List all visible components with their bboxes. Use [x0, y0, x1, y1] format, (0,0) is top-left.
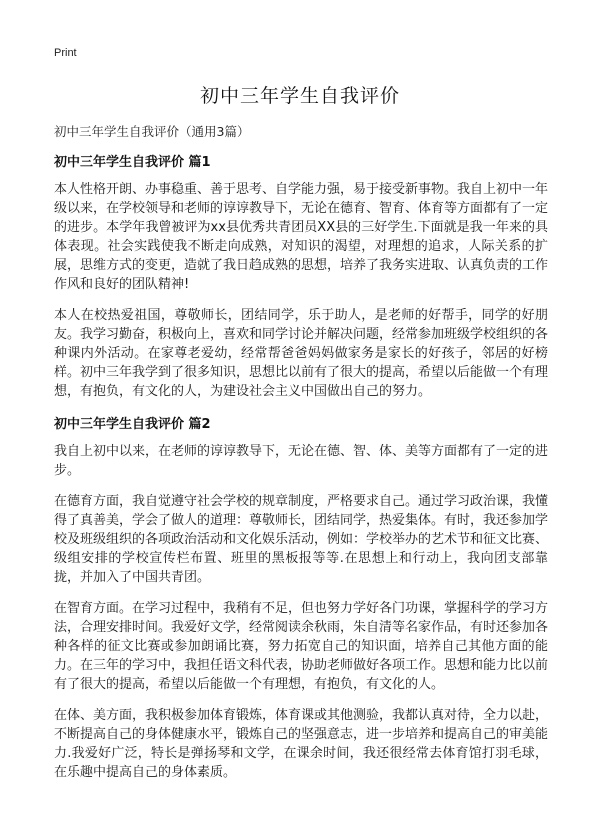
print-label[interactable]: Print [54, 47, 77, 59]
paragraph: 在体、美方面，我积极参加体育锻炼，体育课或其他测验，我都认真对待，全力以赴，不断提高自己的身体健康水平，锻炼自己的坚强意志，进一步培养和提高自己的审美能力.我爱好广泛，特长是弹扬琴和文学，在课余时间，我还很经常去体育馆打羽毛球，在乐趣中提高自己的身体素质。 [54, 708, 549, 780]
paragraph: 在智育方面。在学习过程中，我稍有不足，但也努力学好各门功课，掌握科学的学习方法，合理安排时间。我爱好文学，经常阅读余秋雨，朱自清等名家作品，有时还参加各种各样的征文比赛或参加朗诵比赛，努力拓宽自己的知识面，培养自己其他方面的能力。在三年的学习中，我担任语文科代表，协助老师做好各项工作。思想和能力比以前有了很大的提高，希望以后能做一个有理想，有抱负，有文化的人。 [54, 601, 549, 692]
section-1 [54, 151, 548, 401]
paragraph: 本人性格开朗、办事稳重、善于思考、自学能力强，易于接受新事物。我自上初中一年级以来，在学校领导和老师的谆谆教导下，无论在德育、智育、体育等方面都有了一定的进步。本学年我曾被评为xx县优秀共青团员XX县的三好学生.下面就是我一年来的具体表现。社会实践使我不断走向成熟，对知识的渴望，对理想的追求，人际关系的扩展，思维方式的变更，造就了我日趋成熟的思想，培养了我务实进取、认真负责的工作作风和良好的团队精神! [54, 182, 549, 292]
page-title: 初中三年学生自我评价 [199, 85, 400, 107]
section-2 [54, 413, 548, 782]
paragraph: 本人在校热爱祖国，尊敬师长，团结同学，乐于助人，是老师的好帮手，同学的好朋友。我学习勤奋，积极向上，喜欢和同学讨论并解决问题，经常参加班级学校组织的各种课内外活动。在家尊老爱幼，经常帮爸爸妈妈做家务是家长的好孩子，邻居的好榜样。初中三年我学到了很多知识，思想比以前有了很大的提高，希望以后能做一个有理想，有抱负，有文化的人，为建设社会主义中国做出自己的努力。 [54, 308, 549, 399]
section-heading: 初中三年学生自我评价 篇1 [54, 155, 211, 170]
paragraph: 我自上初中以来，在老师的谆谆教导下，无论在德、智、体、美等方面都有了一定的进步。 [54, 444, 549, 478]
paragraph: 在德育方面，我自觉遵守社会学校的规章制度，严格要求自己。通过学习政治课，我懂得了真善美，学会了做人的道理：尊敬师长，团结同学，热爱集体。有时，我还参加学校及班级组织的各项政治活动和文化娱乐活动，例如：学校举办的艺术节和征文比赛、级组安排的学校宣传栏布置、班里的黑板报等等.在思想上和行动上，我向团支部靠拢，并加入了中国共青团。 [54, 494, 549, 585]
section-heading: 初中三年学生自我评价 篇2 [54, 417, 211, 432]
document-subtitle: 初中三年学生自我评价（通用3篇） [54, 124, 250, 139]
document-body [54, 151, 548, 794]
